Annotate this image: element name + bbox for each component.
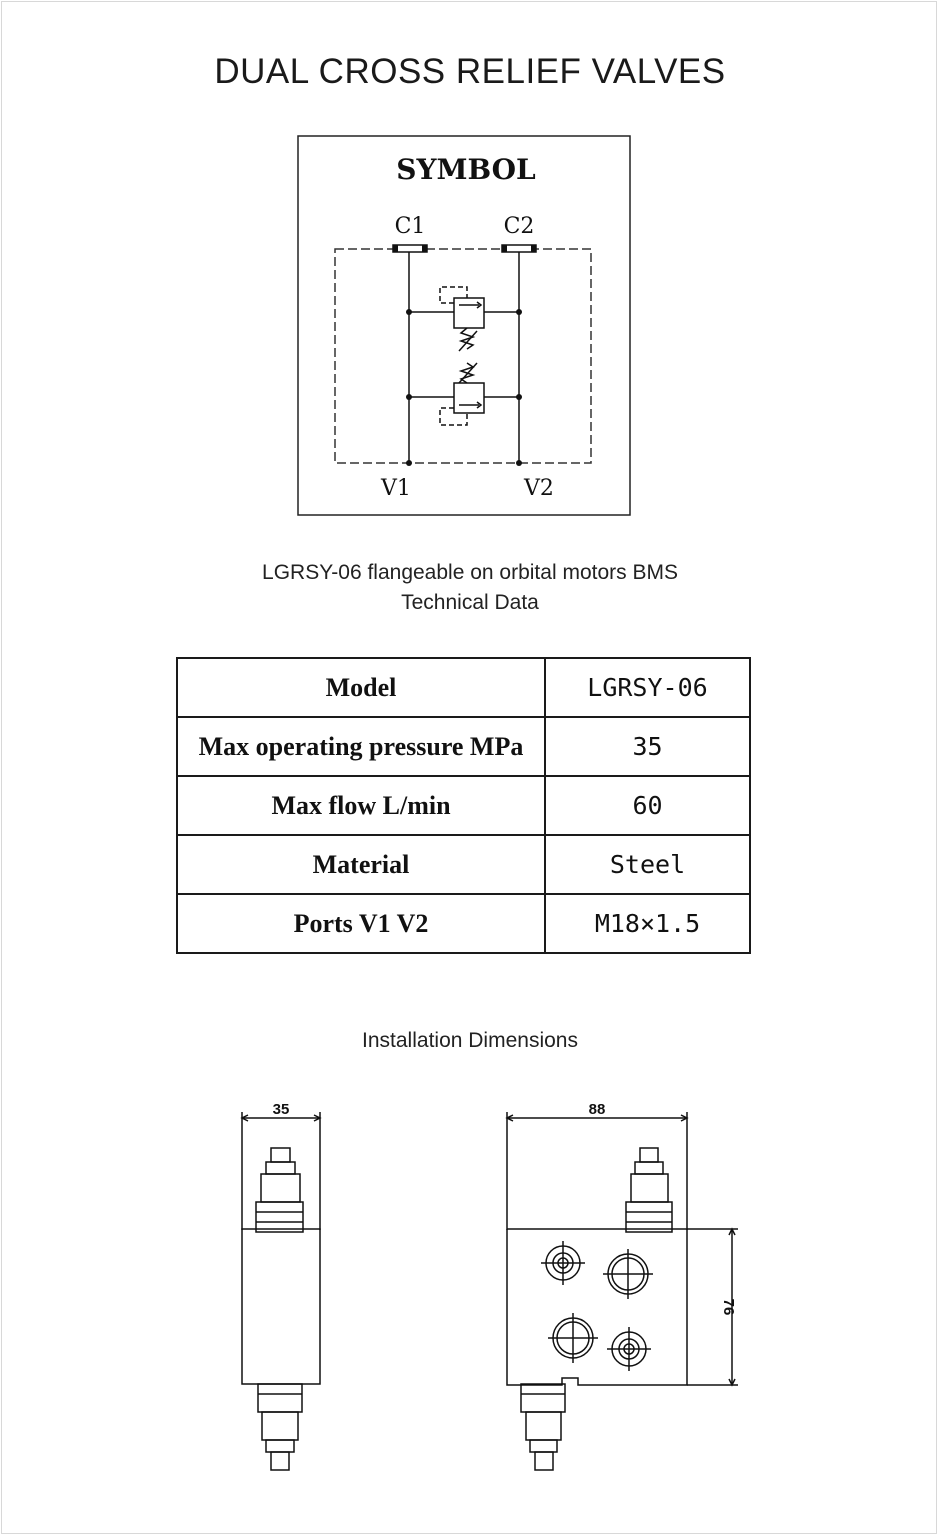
page-title: DUAL CROSS RELIEF VALVES bbox=[214, 52, 726, 91]
spec-label: Ports V1 V2 bbox=[177, 894, 545, 953]
port-label-c2: C2 bbox=[503, 214, 535, 239]
installation-drawing bbox=[0, 1080, 940, 1480]
table-row bbox=[177, 717, 750, 776]
technical-data-table bbox=[176, 657, 751, 954]
table-row bbox=[177, 835, 750, 894]
table-row bbox=[177, 894, 750, 953]
spec-label: Max operating pressure MPa bbox=[177, 717, 545, 776]
port-c2-marker bbox=[502, 245, 536, 252]
spec-value: LGRSY-06 bbox=[545, 658, 750, 717]
spec-label: Material bbox=[177, 835, 545, 894]
port-c1-marker bbox=[393, 245, 427, 252]
port-label-c1: C1 bbox=[394, 214, 426, 239]
technical-data-heading: Technical Data bbox=[401, 591, 539, 614]
product-subtitle: LGRSY-06 flangeable on orbital motors BMS bbox=[262, 561, 678, 584]
table-row bbox=[177, 776, 750, 835]
valve-body-outline bbox=[335, 249, 591, 463]
spec-label: Max flow L/min bbox=[177, 776, 545, 835]
relief-valve-upper bbox=[409, 287, 519, 351]
dimension-front-width: 88 bbox=[588, 1101, 606, 1118]
table-row bbox=[177, 658, 750, 717]
hydraulic-symbol-diagram bbox=[297, 135, 631, 516]
spec-value: Steel bbox=[545, 835, 750, 894]
relief-valve-lower bbox=[409, 363, 519, 425]
dimension-side-width: 35 bbox=[272, 1101, 290, 1118]
spec-value: M18×1.5 bbox=[545, 894, 750, 953]
spec-label: Model bbox=[177, 658, 545, 717]
front-view bbox=[507, 1112, 738, 1470]
symbol-heading: SYMBOL bbox=[396, 153, 536, 186]
port-label-v1: V1 bbox=[381, 476, 411, 501]
dimension-front-height: 76 bbox=[720, 1298, 737, 1316]
installation-dimensions-heading: Installation Dimensions bbox=[362, 1029, 578, 1052]
side-view bbox=[242, 1112, 320, 1470]
spec-value: 35 bbox=[545, 717, 750, 776]
port-label-v2: V2 bbox=[524, 476, 554, 501]
spec-value: 60 bbox=[545, 776, 750, 835]
